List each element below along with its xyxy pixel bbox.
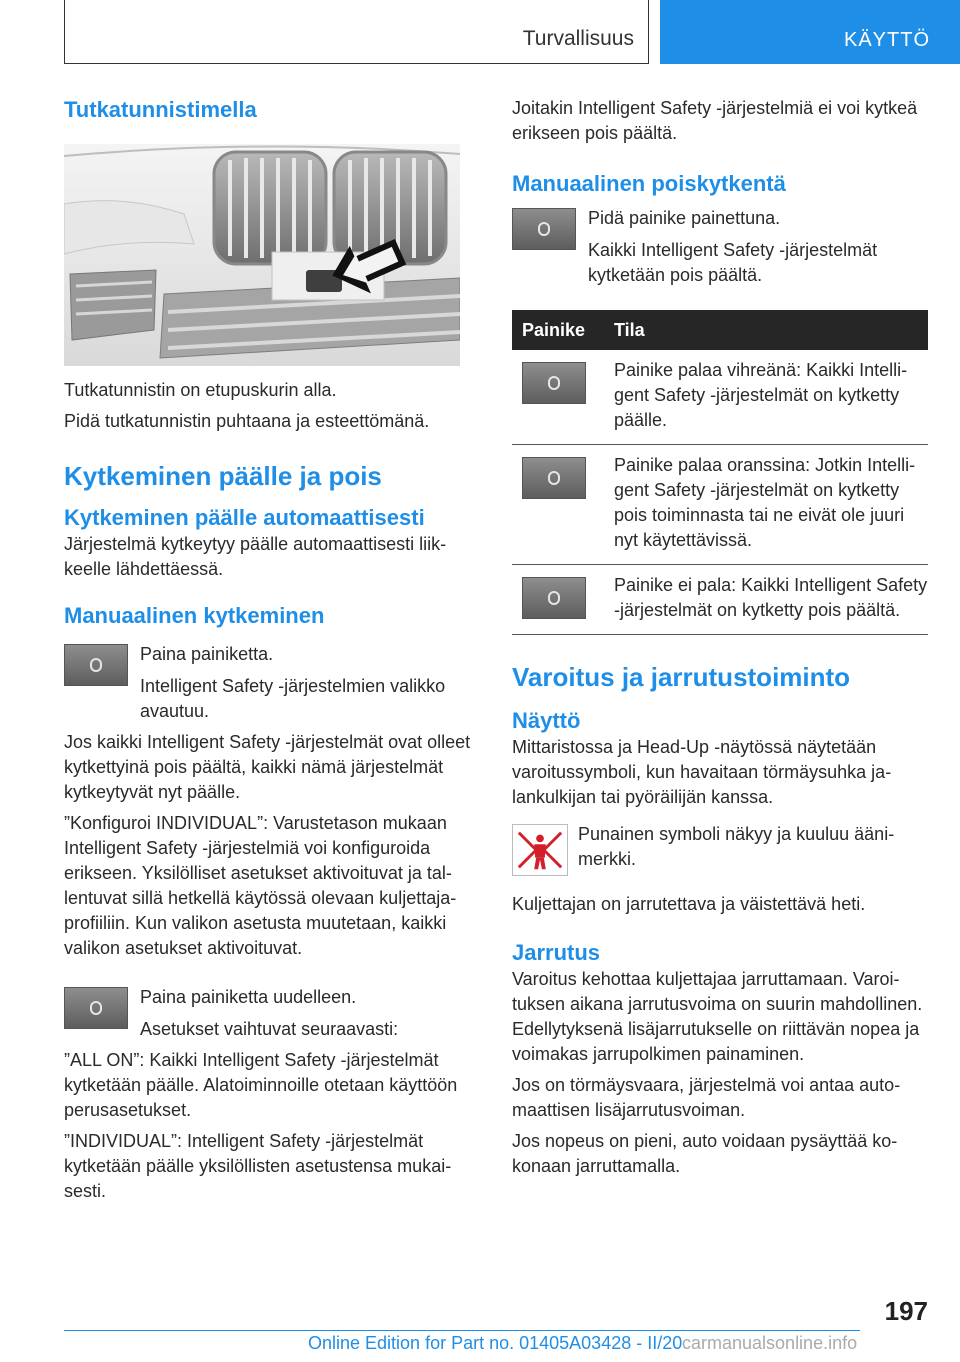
header-chapter-label: KÄYTTÖ [843,29,930,51]
table-header-painike: Painike [512,310,604,350]
text-valikko: Intelligent Safety -järjestelmien valikko avautuu. [140,676,446,721]
text-paina-uudelleen: Paina painiketta uudelleen. [140,987,357,1007]
front-bumper-radar-illustration [64,144,460,366]
header-section-title: Turvallisuus [522,27,634,50]
text-tutka-clean: Pidä tutkatunnistin puhtaana ja esteettömänä. [64,411,430,431]
footer-divider [64,1330,860,1331]
page-number: 197 [884,1296,928,1326]
text-kaikki-pois: Kaikki Intelligent Safety -järjestelmät kytketään pois päältä. [588,240,878,285]
heading-manuaalinen-kytkeminen: Manuaalinen kytkeminen [64,603,325,628]
text-konfiguroi: ”Konfiguroi INDIVIDUAL”: Varustetason mukaan Intelligent Safety -järjestelmiä voi konfiguroida erikseen. Yksilölliset asetukset aktivoituvat ja tallentuvat sillä hetkellä käytössä olevaan kuljettajaprofiiliin. Kun valikon asetusta muutetaan, kaikki valikon asetukset aktivoituvat. [64,813,457,958]
header-section-box [64,0,649,64]
heading-tutkatunnistimella: Tutkatunnistimella [64,97,257,122]
table-row [512,350,928,445]
table-row [512,565,928,635]
button-state-table [512,310,928,635]
text-pida: Pidä painike painettuna. [588,208,781,228]
intelligent-safety-button-icon [64,987,128,1029]
text-paina: Paina painiketta. [140,644,274,664]
footer-edition: Online Edition for Part no. 01405A03428 - II/20 [308,1333,683,1353]
text-joitakin: Joitakin Intelligent Safety -järjestelmiä ei voi kytkeä erikseen pois päältä. [512,98,918,143]
text-individual: ”INDIVIDUAL”: Intelligent Safety -järjestelmät kytketään päälle yksilöllisten asetustensa mukaisesti. [64,1131,452,1201]
button-instruction-2 [64,985,476,1042]
text-all-on: ”ALL ON”: Kaikki Intelligent Safety -järjestelmät kytketään päälle. Alatoiminnoille otetaan käyttöön perusasetukset. [64,1050,458,1120]
intelligent-safety-button-icon [512,208,576,250]
table-row [512,445,928,565]
text-auto: Järjestelmä kytkeytyy päälle automaattisesti liikkeelle lähdettäessä. [64,534,447,579]
heading-jarrutus: Jarrutus [512,940,601,965]
button-off-icon [522,577,586,619]
heading-naytto: Näyttö [512,708,581,733]
text-jos-kaikki: Jos kaikki Intelligent Safety -järjestelmät ovat olleet kytkettyinä pois päältä, kaikki nämä järjestelmät kytkeytyvät nyt päälle. [64,732,471,802]
text-jos-on: Jos on törmäysvaara, järjestelmä voi antaa automaattisen lisäjarrutusvoiman. [512,1075,901,1120]
footer-watermark: carmanualsonline.info [682,1333,858,1353]
warning-instruction [512,822,928,872]
heading-kytkeminen: Kytkeminen päälle ja pois [64,461,382,491]
text-punainen: Punainen symboli näkyy ja kuuluu äänimerkki. [578,824,895,869]
button-instruction-3 [512,206,928,288]
table-header-tila: Tila [604,310,928,350]
intelligent-safety-button-icon [64,644,128,686]
heading-automaattisesti: Kytkeminen päälle automaattisesti [64,505,425,530]
text-jos-nopeus: Jos nopeus on pieni, auto voidaan pysäyttää kokonaan jarruttamalla. [512,1131,898,1176]
button-instruction-1 [64,642,476,724]
table-cell-state: Painike palaa oranssina: Jotkin Intelligent Safety -järjestelmät on kytketty pois toiminnasta tai ne eivät ole juuri nyt käytettävissä. [604,445,928,565]
text-tutka-location: Tutkatunnistin on etupuskurin alla. [64,380,337,400]
text-asetukset: Asetukset vaihtuvat seuraavasti: [140,1019,399,1039]
heading-poiskytkenta: Manuaalinen poiskytkentä [512,171,786,196]
heading-varoitus: Varoitus ja jarrutustoiminto [512,662,851,692]
table-cell-state: Painike ei pala: Kaikki Intelligent Safety -järjestelmät on kytketty pois päältä. [604,565,928,635]
right-column [512,96,928,1179]
button-green-icon [522,362,586,404]
table-cell-state: Painike palaa vihreänä: Kaikki Intelligent Safety -järjestelmät on kytketty päälle. [604,350,928,445]
button-orange-icon [522,457,586,499]
text-naytto: Mittaristossa ja Head-Up -näytössä näytetään varoitussymboli, kun havaitaan törmäysuhka jalankulkijan tai pyöräilijän kanssa. [512,737,892,807]
left-column [64,96,476,1204]
header-chapter-tab[interactable] [660,0,960,64]
text-kuljettajan: Kuljettajan on jarrutettava ja väistettävä heti. [512,894,866,914]
text-jarrutus: Varoitus kehottaa kuljettajaa jarruttamaan. Varoituksen aikana jarrutusvoima on suurin mahdollinen. Edellytyksenä lisäjarrutukselle on riittävän nopea ja voimakas jarrupolkimen painaminen. [512,969,923,1064]
pedestrian-warning-icon [512,824,568,876]
